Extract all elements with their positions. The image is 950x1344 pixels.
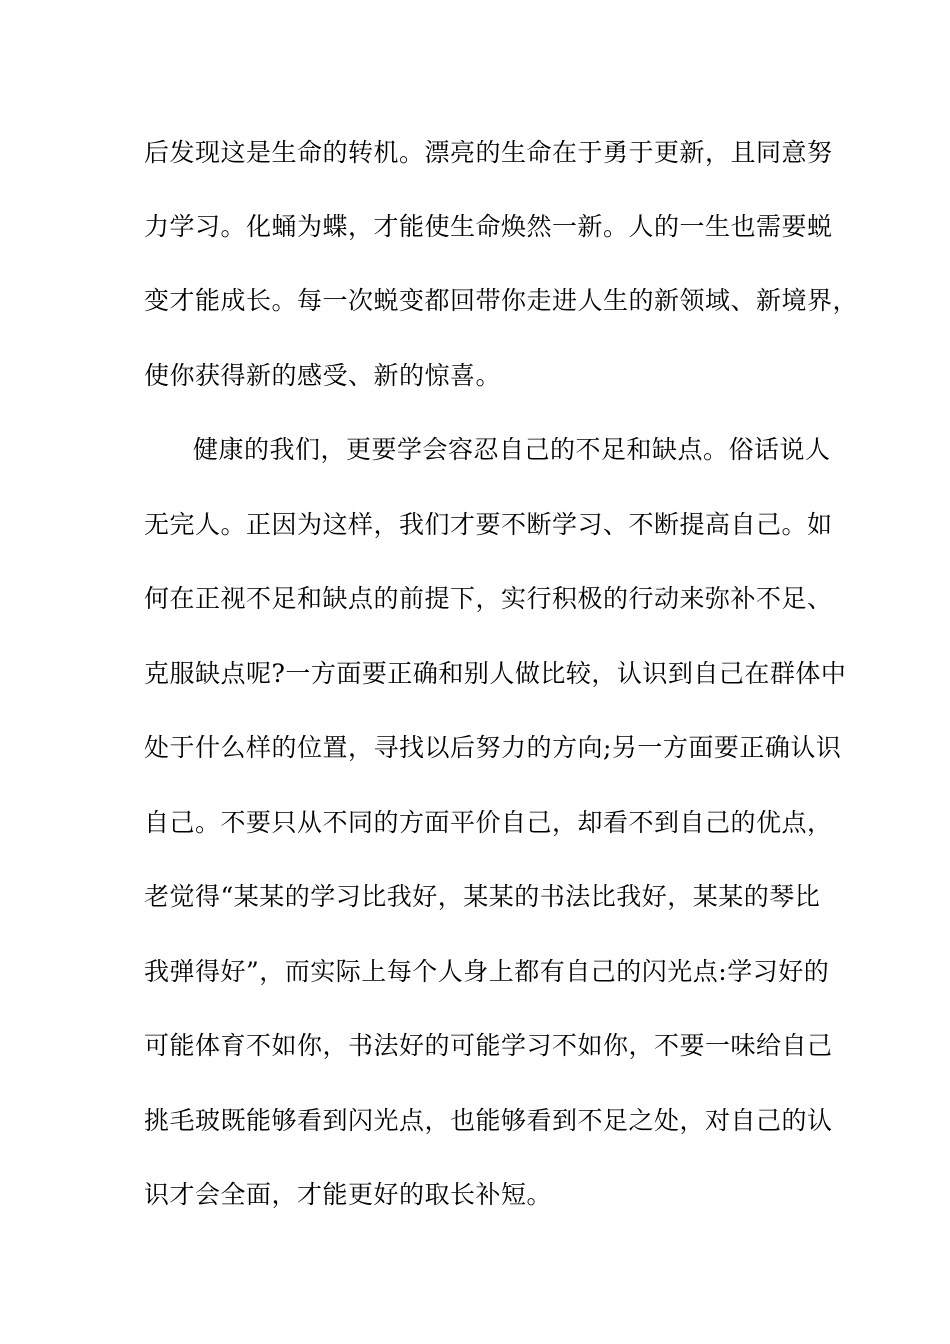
paragraph-2-line-11: 识才会全面，才能更好的取长补短。 <box>144 1180 553 1209</box>
paragraph-2-line-8: 我弹得好”，而实际上每个人身上都有自己的闪光点:学习好的 <box>144 957 830 986</box>
paragraph-2-line-6: 自己。不要只从不同的方面平价自己，却看不到自己的优点， <box>144 808 833 837</box>
paragraph-1-line-3: 变才能成长。每一次蜕变都回带你走进人生的新领域、新境界， <box>144 286 859 315</box>
paragraph-1-line-2: 力学习。化蛹为蝶，才能使生命焕然一新。人的一生也需要蜕 <box>144 212 833 241</box>
paragraph-2-line-1: 健康的我们，更要学会容忍自己的不足和缺点。俗话说人 <box>193 435 831 464</box>
paragraph-2-line-9: 可能体育不如你，书法好的可能学习不如你，不要一味给自己 <box>144 1031 833 1060</box>
paragraph-2-line-10: 挑毛玻既能够看到闪光点，也能够看到不足之处，对自己的认 <box>144 1106 833 1135</box>
paragraph-2-line-4: 克服缺点呢?一方面要正确和别人做比较，认识到自己在群体中 <box>144 659 847 688</box>
paragraph-2-line-5: 处于什么样的位置，寻找以后努力的方向;另一方面要正确认识 <box>144 733 842 762</box>
paragraph-2-line-2: 无完人。正因为这样，我们才要不断学习、不断提高自己。如 <box>144 510 833 539</box>
paragraph-2-line-7: 老觉得“某某的学习比我好，某某的书法比我好，某某的琴比 <box>144 882 821 911</box>
paragraph-1-line-1: 后发现这是生命的转机。漂亮的生命在于勇于更新，且同意努 <box>144 138 833 167</box>
paragraph-1-line-4: 使你获得新的感受、新的惊喜。 <box>144 361 502 390</box>
paragraph-2-line-3: 何在正视不足和缺点的前提下，实行积极的行动来弥补不足、 <box>144 584 833 613</box>
